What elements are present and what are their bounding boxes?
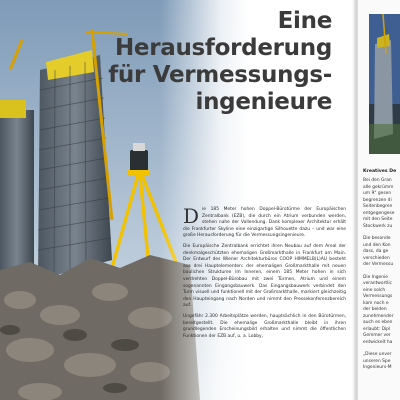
sidebar-line: verschieden: [363, 255, 390, 261]
sidebar-line: Bei den Gran: [363, 178, 392, 183]
article-paragraph: Ungefähr 2.300 Arbeitsplätze werden, hauptsächlich in den Bürotürmen, bereitgestellt. Die ehemalige Großmarkthalle bleibt in ihren grundlegenden Erscheinungsbild erhalten und nimmt die öffentlichen Funktionen der EZB auf, u. a. Lobby,: [183, 313, 346, 339]
article-paragraph: Die Europäische Zentralbank errichtet ihren Neubau auf dem Areal der denkmalgeschützten ehemaligen Großmarkthalle in Frankfurt am Main. Der Entwurf des Wiener Architekturbüros COOP HIMMELB(L)AU besteht aus drei Hauptelementen: der ehemaligen Großmarkthalle mit neuen baulichen Strukturen im Inneren, einem 185 Meter hohen in sich verdrehten Doppel-Bürobau mit zwei Türmen, Atrium und einem sogenannten Eingangsbauwerk. Das Eingangsbauwerk verbindet den Turm visuell und funktionell mit der Großmarkthalle, markiert gleichzeitig den Haupteingang nach Norden und nimmt den Pressekonferenzbereich auf.: [183, 243, 346, 309]
article-paragraph: [183, 204, 346, 240]
sidebar-line: „Diese unver: [363, 352, 392, 357]
sidebar-line: dass, da ge: [363, 249, 389, 254]
sidebar-line: eine solch: [363, 287, 386, 293]
drop-cap: D: [183, 204, 200, 228]
sidebar-text: [363, 178, 400, 372]
sidebar-line: Stockwerk zu: [363, 223, 393, 229]
headline-line: Eine: [277, 8, 332, 34]
right-page: [358, 0, 400, 400]
headline-line: ingenieure: [195, 89, 332, 115]
sidebar-line: kam noch e: [363, 300, 389, 306]
sidebar-line: Die Ingenie: [363, 274, 388, 280]
sidebar-line: begrenzen di: [363, 197, 392, 203]
headline-line: für Vermessungs-: [108, 62, 332, 88]
sidebar-line: Die besonde: [363, 236, 391, 241]
sidebar-line: der beiden: [363, 307, 387, 312]
sidebar-line: entwickelt ha: [363, 339, 393, 345]
sidebar-line: erlaubt: Dipl: [363, 326, 391, 332]
sidebar-line: zunehmender: [363, 313, 394, 319]
sidebar-line: entgegengese: [363, 210, 395, 216]
sidebar-line: unseren Spe: [363, 358, 391, 364]
sidebar-line: mit den Seite: [363, 217, 393, 222]
sidebar-line: auch es eben: [363, 320, 393, 325]
sidebar-line: Seitenbegren: [363, 204, 393, 209]
article-text: ie 185 Meter hohen Doppel-Bürotürme der Europäischen Zentralbank (EZB), die durch ein Atrium verbunden werden, stehen nahe der Vollendung. Dank komplexer Architektur erhält die Frankfurter Skyline eine einzigartige Silhouette dazu – und war eine große Herausforderung für die Vermessungsingenieure.: [183, 207, 346, 239]
tower-thumbnail-photo: [369, 14, 400, 154]
sidebar-line: Gemmer ver: [363, 333, 391, 338]
sidebar-line: alle gekrümm: [363, 184, 394, 190]
sidebar-heading: Kreatives De: [363, 169, 397, 174]
sidebar-line: Ingenieurs-M: [363, 365, 392, 370]
sidebar-line: der Vermessu: [363, 262, 394, 267]
article-body: [183, 204, 346, 344]
headline-line: Herausforderung: [114, 35, 332, 61]
sidebar-line: Vermessungs: [363, 294, 393, 299]
sidebar-line: verantwortlic: [363, 281, 392, 286]
sidebar-line: um 9° gesen: [363, 191, 392, 196]
article-headline: [92, 8, 332, 116]
sidebar-line: und den Kon: [363, 242, 391, 248]
